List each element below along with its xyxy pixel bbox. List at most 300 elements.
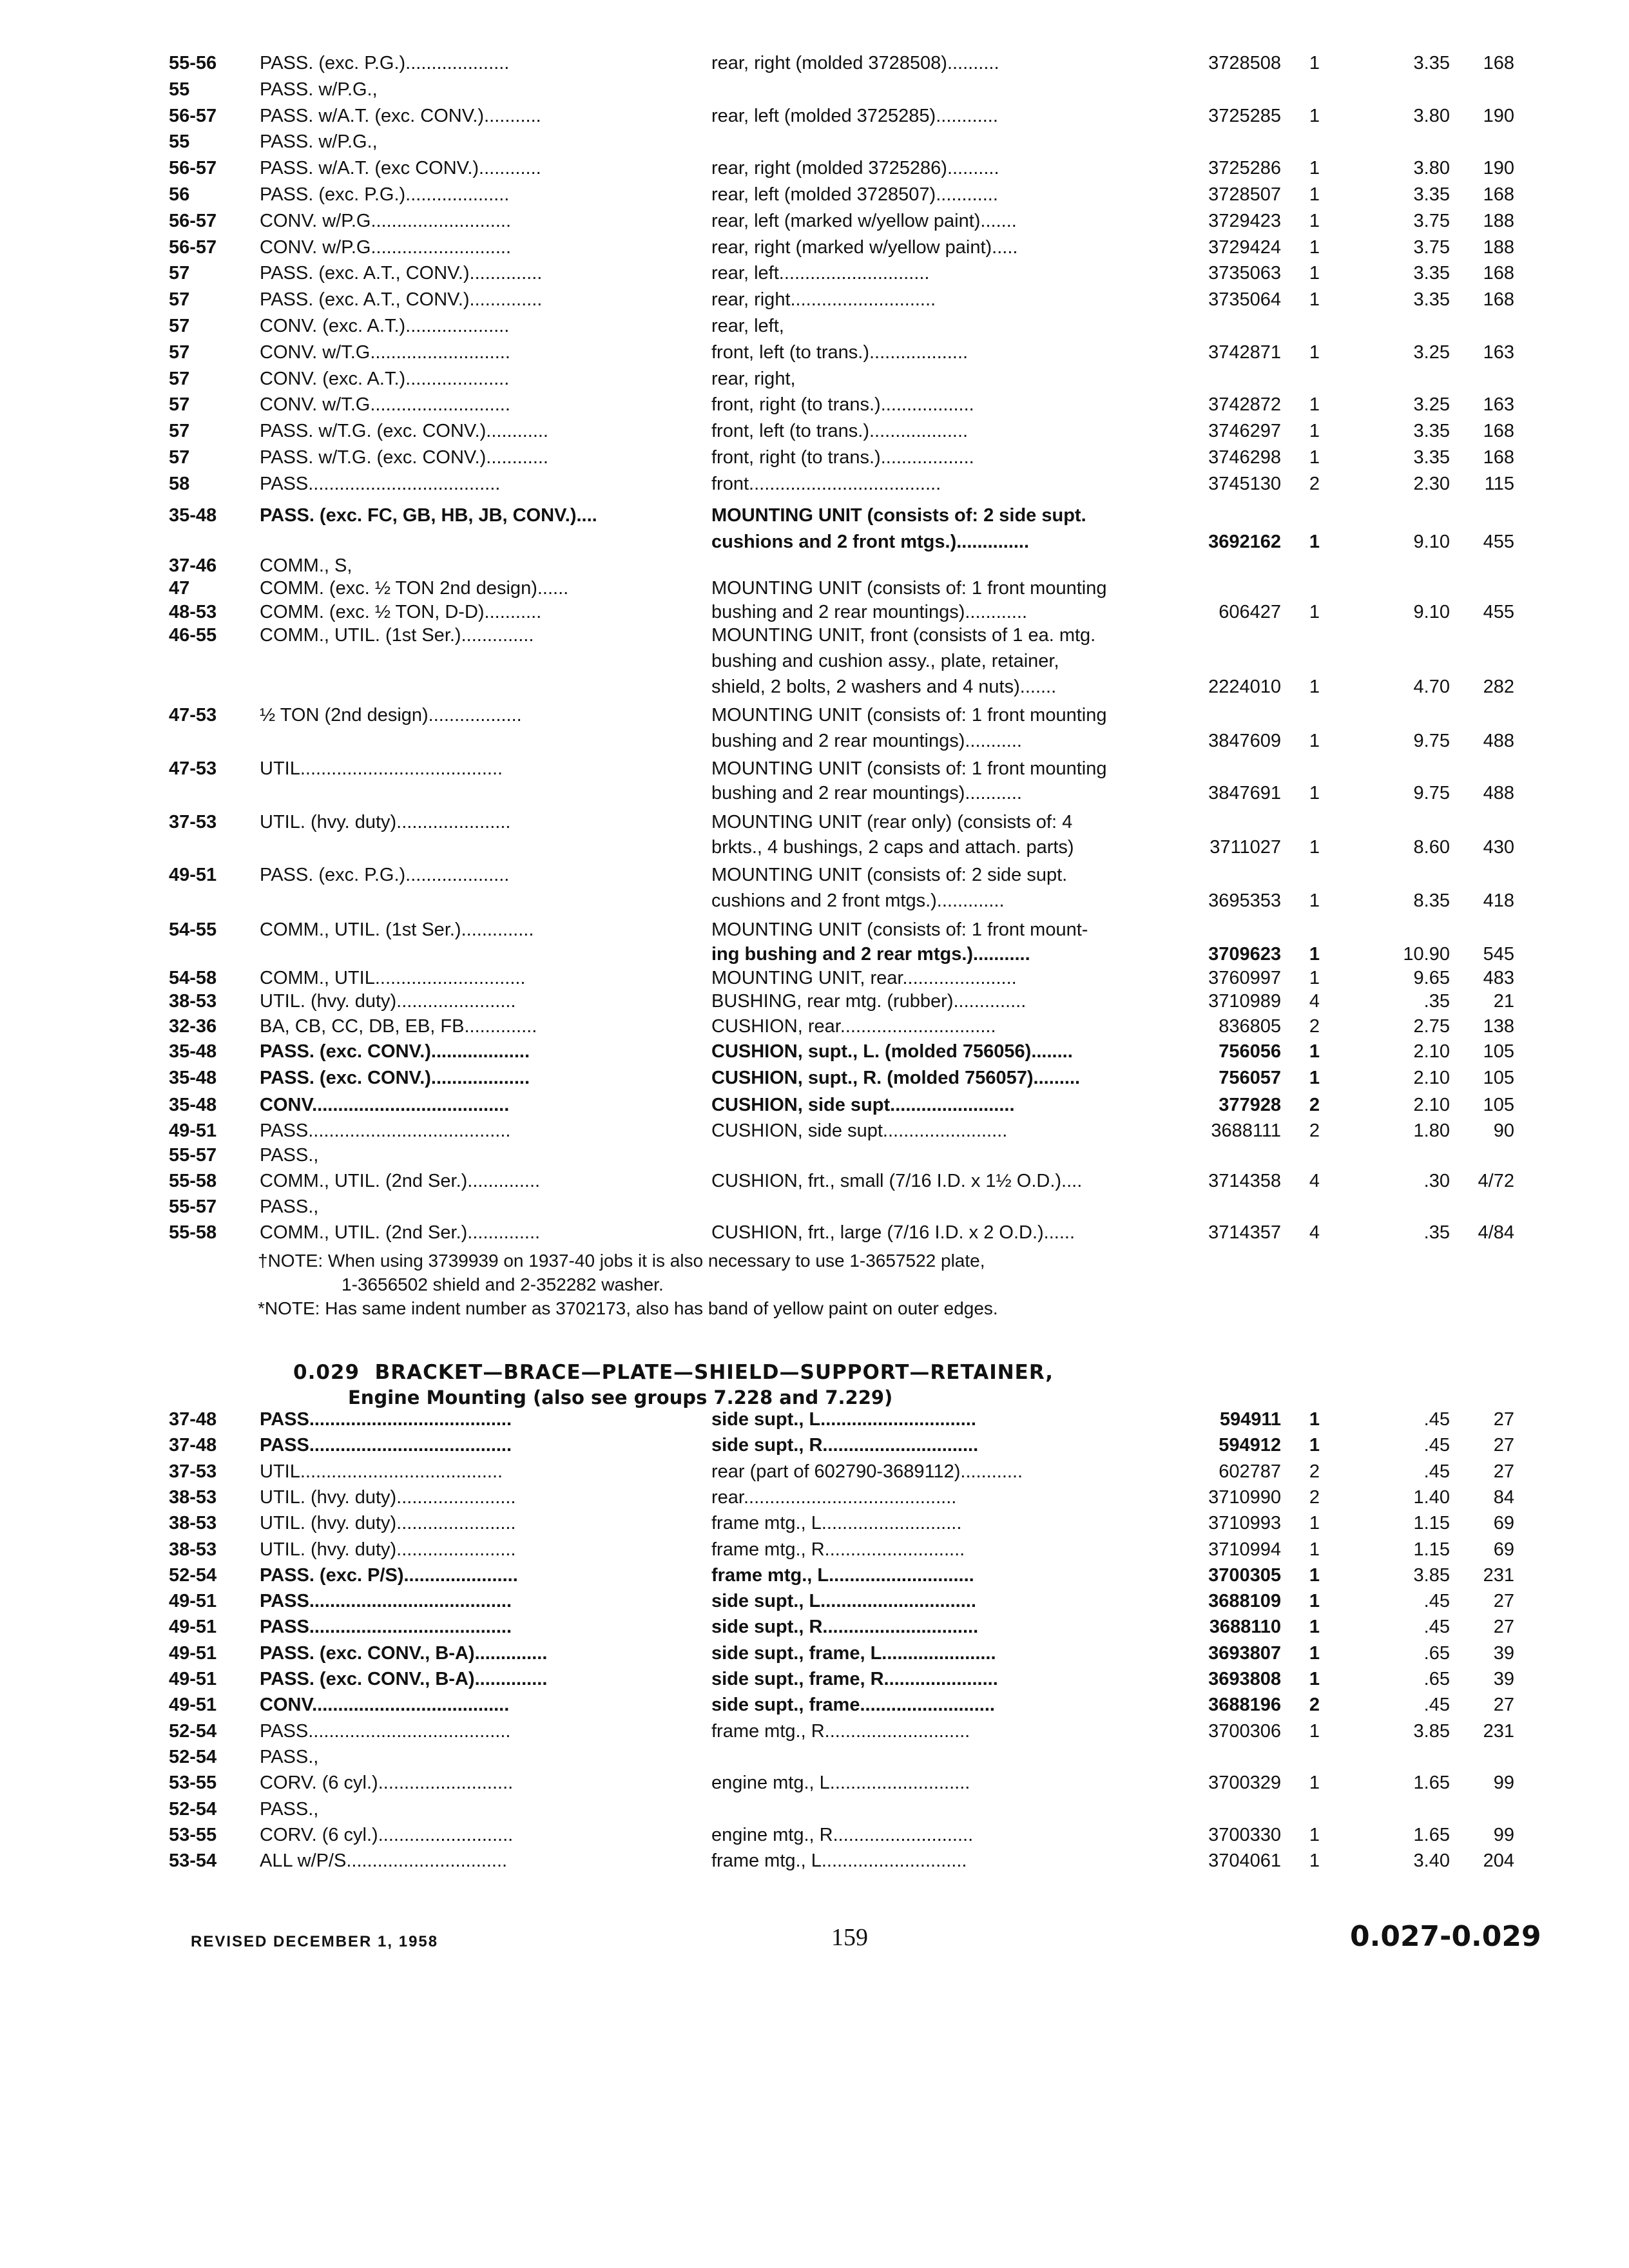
table-row [0,1771,1629,1794]
part-number-cell: 3847691 [1208,783,1281,803]
table-row [0,1798,1629,1821]
year-cell: 57 [169,263,190,284]
table-row [0,472,1629,495]
lot-price-cell: 27 [1493,1435,1514,1456]
description-cell: engine mtg., R........................... [711,1824,974,1845]
table-row [0,1066,1629,1090]
year-cell: 35-48 [169,1041,217,1062]
year-cell: 46-55 [169,625,217,646]
table-row [0,601,1629,624]
part-number-cell: 3725286 [1208,158,1281,179]
description-cell: side supt., L.............................. [711,1591,976,1612]
year-cell: 52-54 [169,1564,217,1586]
quantity-cell: 1 [1309,944,1320,965]
year-cell: 55-57 [169,1145,217,1166]
list-price-cell: 10.90 [1403,944,1450,965]
model-cell: CONV. w/P.G........................... [260,236,511,258]
list-price-cell: 3.75 [1413,210,1450,231]
part-number-cell: 3714358 [1208,1171,1281,1191]
quantity-cell: 1 [1309,968,1320,988]
description-cell: frame mtg., L............................ [711,1564,974,1586]
table-row [0,262,1629,285]
description-cell: rear, left, [711,316,784,336]
description-cell: CUSHION, frt., small (7/16 I.D. x 1½ O.D.).... [711,1171,1083,1191]
table-row [0,288,1629,311]
lot-price-cell: 27 [1493,1591,1514,1612]
part-number-cell: 3688196 [1208,1695,1281,1716]
part-number-cell: 3735063 [1208,263,1281,284]
model-cell: PASS. (exc. P.G.).................... [260,184,510,205]
description-cell: CUSHION, frt., large (7/16 I.D. x 2 O.D.)...... [711,1222,1075,1243]
quantity-cell: 1 [1309,783,1320,803]
description-cell: MOUNTING UNIT (consists of: 1 front mounting [711,578,1107,599]
list-price-cell: 3.40 [1413,1850,1450,1872]
description-cell: side supt., frame, R...................... [711,1669,998,1689]
model-cell: PASS....................................... [260,1720,511,1742]
table-row [0,130,1629,153]
list-price-cell: 2.75 [1413,1016,1450,1037]
description-cell: CUSHION, rear.............................. [711,1016,996,1037]
year-cell: 52-54 [169,1720,217,1742]
part-number-cell: 3700305 [1208,1564,1281,1586]
description-cell: shield, 2 bolts, 2 washers and 4 nuts)....... [711,677,1057,697]
table-row [0,446,1629,469]
year-cell: 55 [169,131,190,153]
quantity-cell: 1 [1309,53,1320,73]
description-cell: side supt., R.............................. [711,1435,979,1456]
model-cell: PASS. (exc. P.G.).................... [260,865,510,885]
description-cell: MOUNTING UNIT, front (consists of 1 ea. mtg. [711,625,1096,646]
year-cell: 53-55 [169,1824,217,1845]
quantity-cell: 1 [1309,210,1320,231]
part-number-cell: 836805 [1219,1016,1281,1037]
lot-price-cell: 231 [1483,1720,1514,1742]
part-number-cell: 3688111 [1211,1120,1281,1141]
table-row [0,863,1629,887]
year-cell: 56-57 [169,210,217,231]
model-cell: CORV. (6 cyl.).......................... [260,1773,514,1794]
lot-price-cell: 190 [1483,105,1514,126]
model-cell: CONV...................................... [260,1695,510,1716]
model-cell: UTIL. (hvy. duty)....................... [260,1513,516,1534]
description-cell: rear, left (molded 3725285)............ [711,105,998,126]
description-cell: side supt., frame, L...................... [711,1642,996,1664]
description-cell: side supt., frame.......................... [711,1695,995,1716]
table-row [0,1564,1629,1587]
table-row [0,1040,1629,1063]
table-row [0,836,1629,859]
table-row [0,367,1629,390]
table-row [0,649,1629,673]
page-number: 159 [831,1924,868,1951]
year-cell: 35-48 [169,505,217,526]
list-price-cell: .35 [1423,1222,1450,1243]
year-cell: 55-56 [169,53,217,73]
model-cell: CONV. (exc. A.T.).................... [260,368,510,389]
quantity-cell: 1 [1309,158,1320,179]
lot-price-cell: 69 [1493,1513,1514,1534]
quantity-cell: 1 [1309,236,1320,258]
list-price-cell: .45 [1423,1617,1450,1638]
list-price-cell: 3.35 [1413,447,1450,468]
quantity-cell: 1 [1309,837,1320,858]
year-cell: 57 [169,316,190,336]
part-number-cell: 3710990 [1208,1486,1281,1508]
list-price-cell: 9.65 [1413,968,1450,988]
year-cell: 35-48 [169,1095,217,1115]
model-cell: COMM., UTIL. (1st Ser.).............. [260,919,534,940]
model-cell: PASS. (exc. P/S)...................... [260,1564,518,1586]
quantity-cell: 1 [1309,1041,1320,1062]
table-row [0,1408,1629,1431]
part-number-cell: 3746298 [1208,447,1281,468]
table-row [0,624,1629,647]
model-cell: UTIL. (hvy. duty)....................... [260,1486,516,1508]
part-number-cell: 3711027 [1210,837,1281,858]
description-cell: front, left (to trans.)................... [711,421,969,442]
model-cell: PASS., [260,1145,319,1166]
model-cell: PASS. (exc. FC, GB, HB, JB, CONV.).... [260,505,597,526]
table-row [0,1745,1629,1769]
lot-price-cell: 168 [1483,289,1514,311]
description-cell: rear, left (molded 3728507)............ [711,184,998,205]
list-price-cell: .45 [1423,1409,1450,1430]
list-price-cell: 3.35 [1413,184,1450,205]
quantity-cell: 1 [1309,1617,1320,1638]
table-row [0,1823,1629,1847]
part-number-cell: 3714357 [1208,1222,1281,1243]
section-subtitle: Engine Mounting (also see groups 7.228 and 7.229) [348,1387,893,1408]
lot-price-cell: 282 [1483,677,1514,697]
model-cell: PASS. (exc. A.T., CONV.).............. [260,263,543,284]
quantity-cell: 1 [1309,1642,1320,1664]
year-cell: 47 [169,578,190,599]
note-dagger-cont: 1-3656502 shield and 2-352282 washer. [342,1274,664,1294]
list-price-cell: 9.75 [1413,783,1450,803]
year-cell: 48-53 [169,602,217,622]
list-price-cell: 3.80 [1413,105,1450,126]
quantity-cell: 1 [1309,602,1320,622]
table-row [0,530,1629,553]
quantity-cell: 1 [1309,263,1320,284]
part-number-cell: 3729424 [1208,236,1281,258]
list-price-cell: 2.10 [1413,1095,1450,1115]
description-cell: ing bushing and 2 rear mtgs.)........... [711,944,1030,965]
quantity-cell: 2 [1309,1486,1320,1508]
description-cell: bushing and 2 rear mountings)............ [711,602,1028,622]
model-cell: PASS., [260,1798,319,1820]
list-price-cell: 3.35 [1413,53,1450,73]
quantity-cell: 1 [1309,421,1320,442]
year-cell: 38-53 [169,1486,217,1508]
list-price-cell: .45 [1423,1461,1450,1482]
lot-price-cell: 188 [1483,210,1514,231]
lot-price-cell: 163 [1483,341,1514,363]
part-number-cell: 3692162 [1208,532,1281,552]
list-price-cell: 9.10 [1413,602,1450,622]
lot-price-cell: 105 [1483,1041,1514,1062]
model-cell: UTIL. (hvy. duty)....................... [260,1539,516,1560]
lot-price-cell: 483 [1483,968,1514,988]
lot-price-cell: 90 [1493,1120,1514,1141]
description-cell: CUSHION, side supt........................ [711,1095,1015,1115]
lot-price-cell: 27 [1493,1461,1514,1482]
part-number-cell: 377928 [1219,1095,1281,1115]
part-number-cell: 3735064 [1208,289,1281,311]
model-cell: PASS. w/T.G. (exc. CONV.)............ [260,447,548,468]
quantity-cell: 1 [1309,1564,1320,1586]
description-cell: frame mtg., R............................ [711,1720,970,1742]
section-header [293,1360,1054,1410]
model-cell: CORV. (6 cyl.).......................... [260,1824,514,1845]
year-cell: 49-51 [169,865,217,885]
description-cell: MOUNTING UNIT (consists of: 2 side supt. [711,865,1068,885]
quantity-cell: 1 [1309,1720,1320,1742]
table-row [0,1693,1629,1716]
quantity-cell: 2 [1309,1695,1320,1716]
description-cell: rear, right (molded 3728508).......... [711,53,999,73]
list-price-cell: 3.35 [1413,263,1450,284]
description-cell: bushing and 2 rear mountings)........... [711,731,1022,751]
part-number-cell: 3729423 [1208,210,1281,231]
table-row [0,1460,1629,1483]
table-row [0,314,1629,338]
description-cell: rear, left (marked w/yellow paint)....... [711,210,1017,231]
model-cell: PASS....................................... [260,1120,511,1141]
list-price-cell: 3.80 [1413,158,1450,179]
list-price-cell: 3.35 [1413,289,1450,311]
year-cell: 47-53 [169,758,217,779]
model-cell: PASS. (exc. CONV., B-A).............. [260,1642,548,1664]
table-row [0,1434,1629,1457]
model-cell: UTIL....................................... [260,758,503,779]
description-cell: frame mtg., L............................ [711,1850,967,1872]
list-price-cell: 9.75 [1413,731,1450,751]
lot-price-cell: 4/72 [1478,1171,1514,1191]
quantity-cell: 1 [1309,1409,1320,1430]
table-row [0,1538,1629,1561]
model-cell: UTIL. (hvy. duty)....................... [260,991,516,1012]
description-cell: side supt., L.............................. [711,1409,976,1430]
quantity-cell: 4 [1309,1171,1320,1191]
quantity-cell: 1 [1309,1591,1320,1612]
table-row [0,918,1629,941]
list-price-cell: .65 [1423,1669,1450,1689]
model-cell: PASS. (exc. P.G.).................... [260,53,510,73]
table-row [0,1590,1629,1613]
part-number-cell: 3710994 [1208,1539,1281,1560]
table-row [0,52,1629,75]
year-cell: 56-57 [169,105,217,126]
model-cell: UTIL. (hvy. duty)...................... [260,812,511,832]
description-cell: MOUNTING UNIT (rear only) (consists of: 4 [711,812,1073,832]
quantity-cell: 1 [1309,1068,1320,1088]
year-cell: 57 [169,394,190,416]
table-row [0,675,1629,698]
description-cell: rear (part of 602790-3689112)............ [711,1461,1023,1482]
part-number-cell: 756056 [1219,1041,1281,1062]
quantity-cell: 1 [1309,1850,1320,1872]
year-cell: 37-53 [169,812,217,832]
model-cell: ALL w/P/S............................... [260,1850,508,1872]
quantity-cell: 1 [1309,731,1320,751]
quantity-cell: 1 [1309,1773,1320,1794]
note-asterisk: *NOTE: Has same indent number as 3702173, also has band of yellow paint on outer edges. [258,1298,998,1318]
lot-price-cell: 545 [1483,944,1514,965]
lot-price-cell: 84 [1493,1486,1514,1508]
model-cell: PASS....................................... [260,1617,512,1638]
part-number-cell: 602787 [1219,1461,1281,1482]
year-cell: 38-53 [169,1513,217,1534]
quantity-cell: 2 [1309,473,1320,494]
year-cell: 55-58 [169,1171,217,1191]
table-row [0,704,1629,727]
lot-price-cell: 430 [1483,837,1514,858]
list-price-cell: 3.35 [1413,421,1450,442]
year-cell: 57 [169,421,190,442]
model-cell: COMM., UTIL. (2nd Ser.).............. [260,1222,541,1243]
table-row [0,757,1629,780]
model-cell: ½ TON (2nd design).................. [260,705,522,726]
lot-price-cell: 168 [1483,53,1514,73]
year-cell: 57 [169,289,190,311]
quantity-cell: 1 [1309,289,1320,311]
quantity-cell: 2 [1309,1016,1320,1037]
description-cell: rear......................................... [711,1486,957,1508]
group-range: 0.027-0.029 [1350,1920,1541,1953]
lot-price-cell: 138 [1483,1016,1514,1037]
table-row [0,157,1629,180]
model-cell: BA, CB, CC, DB, EB, FB.............. [260,1016,537,1037]
description-cell: CUSHION, supt., L. (molded 756056)........ [711,1041,1073,1062]
part-number-cell: 3745130 [1208,473,1281,494]
list-price-cell: 2.10 [1413,1041,1450,1062]
table-row [0,990,1629,1013]
model-cell: PASS. w/P.G., [260,79,378,100]
description-cell: MOUNTING UNIT, rear...................... [711,968,1017,988]
table-row [0,419,1629,443]
lot-price-cell: 99 [1493,1824,1514,1845]
description-cell: MOUNTING UNIT (consists of: 1 front mounting [711,705,1107,726]
model-cell: PASS....................................... [260,1435,512,1456]
table-row [0,554,1629,577]
lot-price-cell: 163 [1483,394,1514,416]
quantity-cell: 4 [1309,991,1320,1012]
lot-price-cell: 188 [1483,236,1514,258]
lot-price-cell: 190 [1483,158,1514,179]
section-number: 0.029 [293,1361,360,1384]
quantity-cell: 1 [1309,184,1320,205]
quantity-cell: 1 [1309,1539,1320,1560]
year-cell: 55-58 [169,1222,217,1243]
section-title: BRACKET—BRACE—PLATE—SHIELD—SUPPORT—RETAINER, [374,1361,1054,1384]
lot-price-cell: 39 [1493,1669,1514,1689]
table-row [0,729,1629,753]
part-number-cell: 3728508 [1208,53,1281,73]
quantity-cell: 2 [1309,1461,1320,1482]
model-cell: PASS. w/T.G. (exc. CONV.)............ [260,421,548,442]
model-cell: CONV. w/T.G........................... [260,341,510,363]
description-cell: rear, left............................. [711,263,930,284]
table-row [0,889,1629,912]
lot-price-cell: 105 [1483,1095,1514,1115]
lot-price-cell: 418 [1483,890,1514,911]
lot-price-cell: 204 [1483,1850,1514,1872]
model-cell: CONV. w/P.G........................... [260,210,511,231]
quantity-cell: 1 [1309,394,1320,416]
note-dagger: †NOTE: When using 3739939 on 1937-40 jobs it is also necessary to use 1-3657522 plate, [258,1251,985,1271]
table-row [0,1195,1629,1218]
year-cell: 53-55 [169,1773,217,1794]
model-cell: PASS., [260,1196,319,1217]
description-cell: cushions and 2 front mtgs.)............. [711,890,1005,911]
model-cell: CONV. (exc. A.T.).................... [260,316,510,336]
year-cell: 56-57 [169,158,217,179]
table-row [0,1486,1629,1509]
lot-price-cell: 27 [1493,1617,1514,1638]
description-cell: cushions and 2 front mtgs.).............. [711,532,1030,552]
description-cell: front, right (to trans.).................. [711,394,974,416]
part-number-cell: 3700330 [1208,1824,1281,1845]
model-cell: PASS....................................... [260,1591,512,1612]
list-price-cell: .45 [1423,1435,1450,1456]
model-cell: COMM., UTIL. (2nd Ser.).............. [260,1171,541,1191]
table-row [0,1144,1629,1167]
table-row [0,1221,1629,1244]
part-number-cell: 606427 [1219,602,1281,622]
quantity-cell: 1 [1309,1435,1320,1456]
part-number-cell: 3700329 [1208,1773,1281,1794]
quantity-cell: 2 [1309,1120,1320,1141]
list-price-cell: 9.10 [1413,532,1450,552]
table-row [0,1849,1629,1872]
year-cell: 55 [169,79,190,100]
year-cell: 49-51 [169,1120,217,1141]
list-price-cell: 3.25 [1413,341,1450,363]
description-cell: front, right (to trans.).................. [711,447,974,468]
lot-price-cell: 27 [1493,1695,1514,1716]
year-cell: 32-36 [169,1016,217,1037]
lot-price-cell: 488 [1483,731,1514,751]
year-cell: 37-53 [169,1461,217,1482]
revised-date: REVISED DECEMBER 1, 1958 [191,1933,439,1950]
model-cell: COMM., UTIL. (1st Ser.).............. [260,625,534,646]
year-cell: 56 [169,184,190,205]
part-number-cell: 2224010 [1208,677,1281,697]
quantity-cell: 1 [1309,677,1320,697]
part-number-cell: 594912 [1219,1435,1281,1456]
list-price-cell: 3.85 [1413,1564,1450,1586]
list-price-cell: 1.15 [1413,1513,1450,1534]
list-price-cell: 8.60 [1413,837,1450,858]
part-number-cell: 594911 [1219,1409,1281,1430]
lot-price-cell: 39 [1493,1642,1514,1664]
lot-price-cell: 27 [1493,1409,1514,1430]
year-cell: 49-51 [169,1642,217,1664]
part-number-cell: 3710993 [1208,1513,1281,1534]
model-cell: PASS. w/A.T. (exc. CONV.)........... [260,105,541,126]
model-cell: PASS..................................... [260,473,501,494]
lot-price-cell: 4/84 [1478,1222,1514,1243]
part-number-cell: 3695353 [1208,890,1281,911]
list-price-cell: 1.65 [1413,1773,1450,1794]
description-cell: BUSHING, rear mtg. (rubber).............. [711,991,1027,1012]
part-number-cell: 3742872 [1208,394,1281,416]
description-cell: MOUNTING UNIT (consists of: 1 front mounting [711,758,1107,779]
lot-price-cell: 488 [1483,783,1514,803]
table-row [0,1720,1629,1743]
year-cell: 52-54 [169,1798,217,1820]
